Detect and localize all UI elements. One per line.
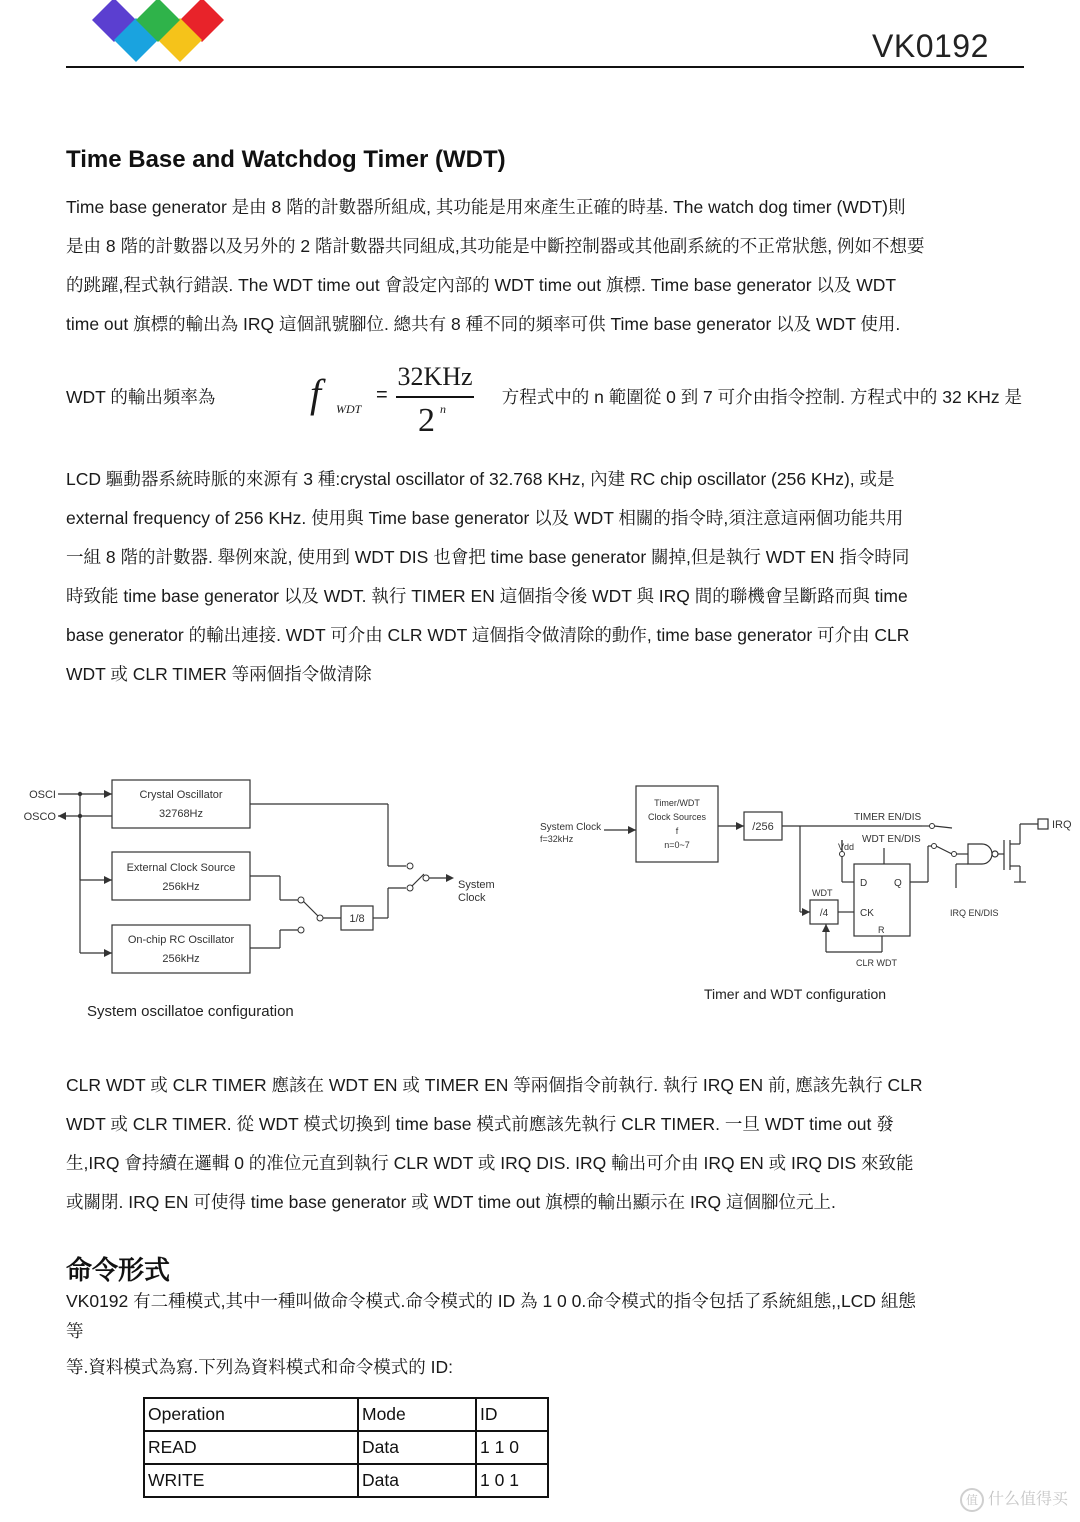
timer-en-label: TIMER EN/DIS <box>854 812 922 823</box>
commands-text-line: 等.資料模式為寫.下列為資料模式和命令模式的 ID: <box>66 1357 453 1377</box>
text-line: 一組 8 階的計數器. 舉例來說, 使用到 WDT DIS 也會把 time base generator 關掉,但是執行 WDT EN 指令時同 <box>66 547 910 567</box>
irq-output-label: IRQ <box>1052 819 1072 831</box>
rc-oscillator-title: On-chip RC Oscillator <box>127 934 235 946</box>
formula-equals: = <box>376 384 388 406</box>
formula-denominator: 2 <box>418 402 435 439</box>
ff-ck-label: CK <box>860 908 874 919</box>
ff-q-label: Q <box>894 878 902 889</box>
clock-source-label-1: Timer/WDT <box>654 798 700 808</box>
formula-numerator: 32KHz <box>397 362 473 391</box>
osc-diagram-caption: System oscillatoe configuration <box>87 1003 294 1020</box>
text-line: 生,IRQ 會持續在邏輯 0 的准位元直到執行 CLR WDT 或 IRQ DIS. IRQ 輸出可介由 IRQ EN 或 IRQ DIS 來致能 <box>66 1153 914 1173</box>
text-line: base generator 的輸出連接. WDT 可介由 CLR WDT 這個指令做清除的動作, time base generator 可介由 CLR <box>66 625 910 645</box>
clr-wdt-label: CLR WDT <box>856 958 897 968</box>
wdt-frequency-formula <box>66 362 1022 448</box>
wdt-diagram-caption: Timer and WDT configuration <box>704 986 887 1002</box>
text-line: 時致能 time base generator 以及 WDT. 執行 TIMER EN 這個指令後 WDT 與 IRQ 間的聯機會呈斷路而與 time <box>66 586 908 606</box>
clock-source-label-4: n=0~7 <box>664 840 690 850</box>
osco-label: OSCO <box>23 811 56 823</box>
system-clock-label-1: System <box>458 879 495 891</box>
wdt-label: WDT <box>812 888 833 898</box>
ff-r-label: R <box>878 925 885 935</box>
table-row <box>144 1431 548 1464</box>
clock-source-label-2: Clock Sources <box>647 812 707 822</box>
paragraph-time-base <box>66 188 1022 344</box>
timer-wdt-diagram <box>532 778 1080 988</box>
text-line: external frequency of 256 KHz. 使用與 Time base generator 以及 WDT 相關的指令時,須注意這兩個功能共用 <box>66 508 904 528</box>
irq-en-label: IRQ EN/DIS <box>950 908 999 918</box>
text-line: time out 旗標的輸出為 IRQ 這個訊號腳位. 總共有 8 種不同的頻率可供 Time base generator 以及 WDT 使用. <box>66 314 901 334</box>
vdd-label: Vdd <box>838 842 855 852</box>
text-line: 或關閉. IRQ EN 可使得 time base generator 或 WDT time out 旗標的輸出顯示在 IRQ 這個腳位元上. <box>66 1192 836 1212</box>
div256-label: /256 <box>752 821 774 833</box>
text-line: CLR WDT 或 CLR TIMER 應該在 WDT EN 或 TIMER EN 等兩個指令前執行. 執行 IRQ EN 前, 應該先執行 CLR <box>66 1075 923 1095</box>
table-cell: 1 0 1 <box>476 1464 548 1497</box>
table-cell: 1 1 0 <box>476 1431 548 1464</box>
paragraph-clock-sources <box>66 460 1022 694</box>
commands-text-line: VK0192 有二種模式,其中一種叫做命令模式.命令模式的 ID 為 1 0 0.命令模式的指令包括了系統組態,,LCD 組態 <box>66 1291 916 1311</box>
ff-d-label: D <box>860 878 868 889</box>
system-clock-label-2: Clock <box>458 892 486 904</box>
crystal-oscillator-title: Crystal Oscillator <box>139 789 223 801</box>
table-header-cell: Mode <box>358 1398 476 1431</box>
table-cell: READ <box>144 1431 358 1464</box>
commands-text-line: 等 <box>66 1321 84 1341</box>
clock-source-label-3: f <box>675 826 679 836</box>
crystal-oscillator-freq: 32768Hz <box>158 808 204 820</box>
system-clock-label: System Clock <box>540 822 602 833</box>
table-header-row <box>144 1398 548 1431</box>
table-cell: WRITE <box>144 1464 358 1497</box>
rc-oscillator-freq: 256kHz <box>162 953 200 965</box>
paragraph-clr-irq <box>66 1066 1022 1222</box>
divider-label: 1/8 <box>349 913 365 925</box>
text-line: LCD 驅動器系統時脈的來源有 3 種:crystal oscillator of 32.768 KHz, 內建 RC chip oscillator (256 KHz), 或是 <box>66 469 895 489</box>
external-clock-freq: 256kHz <box>162 881 200 893</box>
formula-label: WDT 的輸出頻率為 <box>66 387 216 407</box>
table-header-cell: ID <box>476 1398 548 1431</box>
text-line: 的跳躍,程式執行錯誤. The WDT time out 會設定內部的 WDT time out 旗標. Time base generator 以及 WDT <box>66 275 897 295</box>
commands-title: 命令形式 <box>66 1255 171 1285</box>
table-row <box>144 1464 548 1497</box>
formula-trailing-text: 方程式中的 n 範圍從 0 到 7 可介由指令控制. 方程式中的 32 KHz 是 <box>501 387 1022 407</box>
system-clock-freq: f=32kHz <box>540 834 574 844</box>
osci-label: OSCI <box>29 789 56 801</box>
formula-exponent: n <box>440 402 446 416</box>
site-watermark <box>960 1486 1068 1512</box>
text-line: WDT 或 CLR TIMER. 從 WDT 模式切換到 time base 模式前應該先執行 CLR TIMER. 一旦 WDT time out 發 <box>66 1114 894 1134</box>
company-logo <box>92 0 224 62</box>
text-line: WDT 或 CLR TIMER 等兩個指令做清除 <box>66 664 372 684</box>
table-header-cell: Operation <box>144 1398 358 1431</box>
table-cell: Data <box>358 1464 476 1497</box>
formula-symbol: f <box>310 371 322 416</box>
watermark-icon: 值 <box>960 1488 984 1512</box>
wdt-en-label: WDT EN/DIS <box>862 834 921 845</box>
div4-label: /4 <box>819 908 829 919</box>
document-id: VK0192 <box>872 28 989 64</box>
header-rule <box>66 66 1024 68</box>
mode-id-table <box>143 1397 549 1498</box>
table-cell: Data <box>358 1431 476 1464</box>
section-title: Time Base and Watchdog Timer (WDT) <box>66 146 506 173</box>
text-line: Time base generator 是由 8 階的計數器所組成, 其功能是用來產生正確的時基. The watch dog timer (WDT)則 <box>66 197 906 217</box>
system-oscillator-diagram <box>18 770 528 1030</box>
watermark-text: 什么值得买 <box>987 1491 1068 1508</box>
external-clock-title: External Clock Source <box>126 862 236 874</box>
formula-subscript: WDT <box>336 402 362 416</box>
text-line: 是由 8 階的計數器以及另外的 2 階計數器共同組成,其功能是中斷控制器或其他副系統的不正常狀態, 例如不想要 <box>66 236 925 256</box>
